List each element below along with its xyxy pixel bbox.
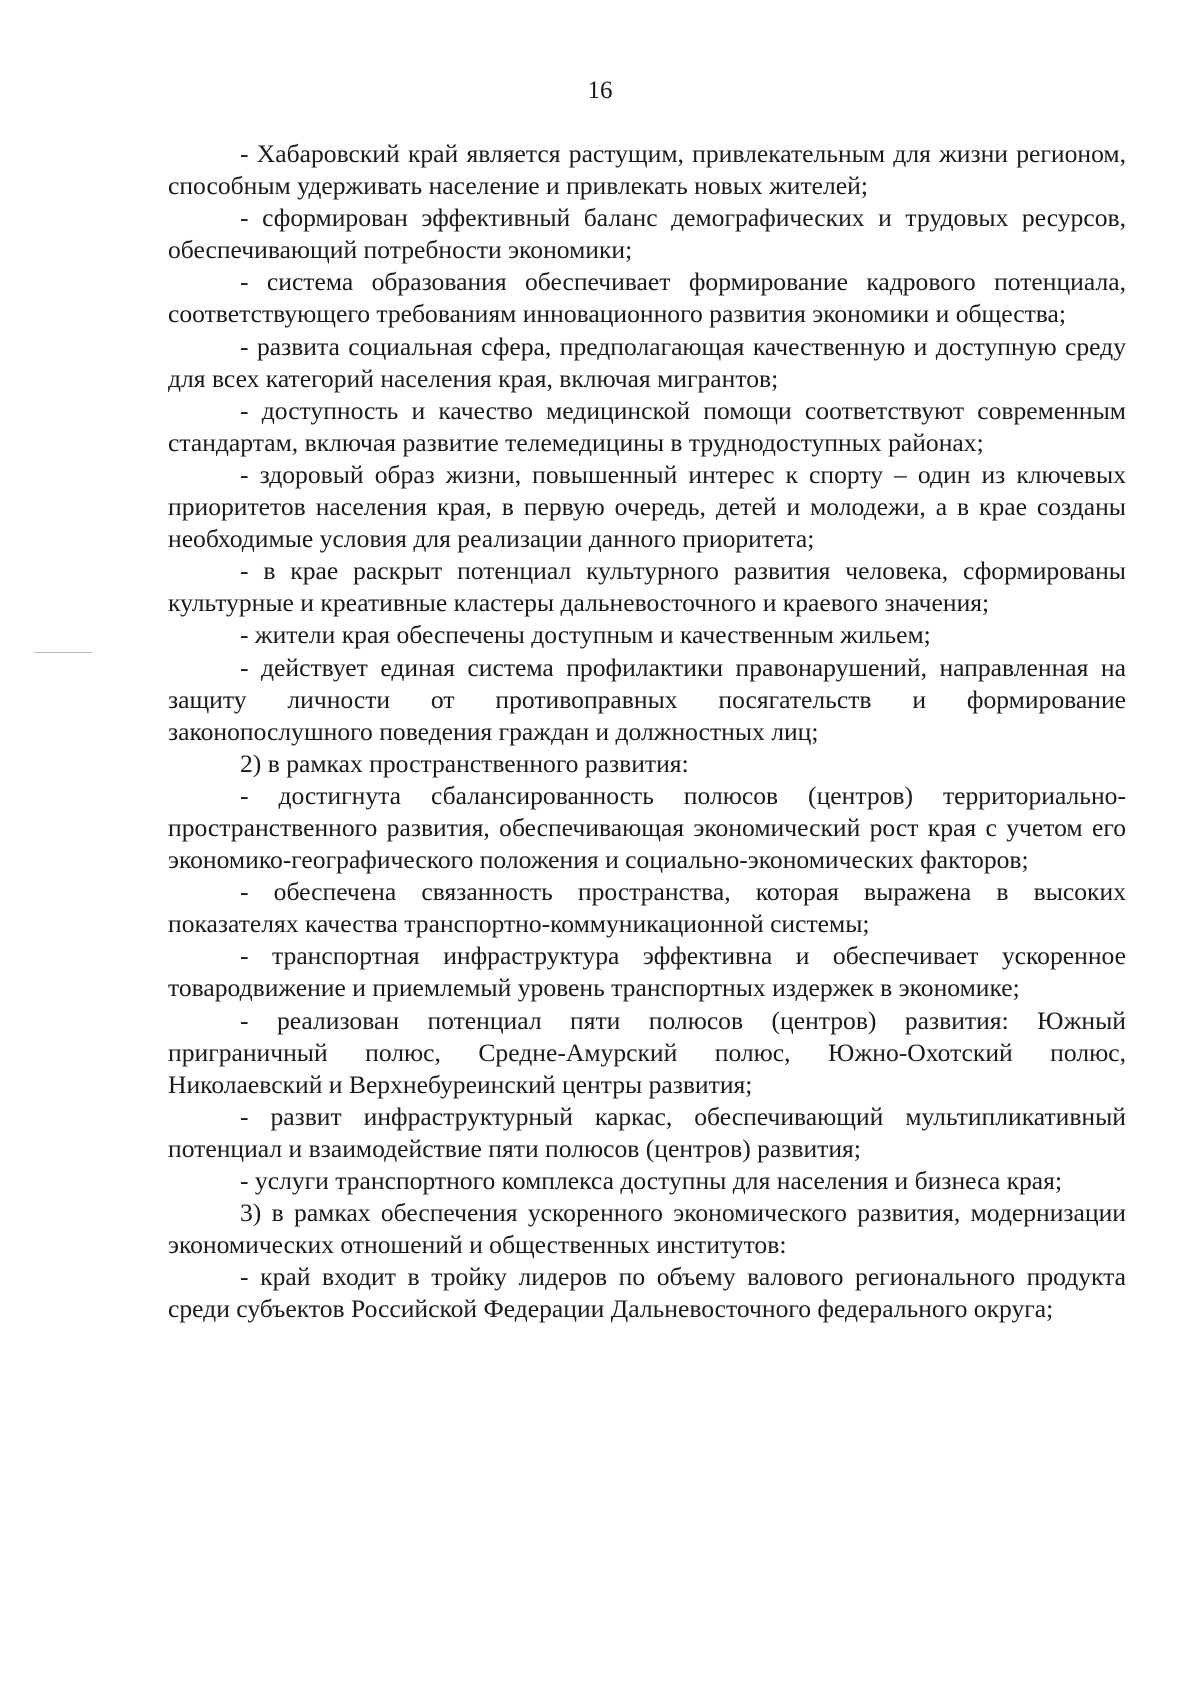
list-item: - развита социальная сфера, предполагающая качественную и доступную среду для всех категорий населения края, включая мигрантов;: [168, 331, 1126, 393]
list-item: - транспортная инфраструктура эффективна и обеспечивает ускоренное товародвижение и приемлемый уровень транспортных издержек в экономике;: [168, 941, 1126, 1003]
section-heading: 2) в рамках пространственного развития:: [240, 748, 689, 778]
list-item: - сформирован эффективный баланс демографических и трудовых ресурсов, обеспечивающий потребности экономики;: [168, 203, 1126, 265]
list-item: - развит инфраструктурный каркас, обеспечивающий мультипликативный потенциал и взаимодействие пяти полюсов (центров) развития;: [168, 1101, 1126, 1163]
list-item: - жители края обеспечены доступным и качественным жильем;: [240, 620, 931, 650]
page-number: 16: [587, 77, 613, 104]
list-item: - реализован потенциал пяти полюсов (центров) развития: Южный приграничный полюс, Средне-Амурский полюс, Южно-Охотский полюс, Николаевский и Верхнебуреинский центры развития;: [168, 1005, 1126, 1099]
list-item: - действует единая система профилактики правонарушений, направленная на защиту личности от противоправных посягательств и формирование законопослушного поведения граждан и должностных лиц;: [168, 652, 1126, 746]
section-heading: 3) в рамках обеспечения ускоренного экономического развития, модернизации экономических отношений и общественных институтов:: [168, 1198, 1126, 1260]
list-item: - в крае раскрыт потенциал культурного развития человека, сформированы культурные и креативные кластеры дальневосточного и краевого значения;: [168, 556, 1126, 618]
list-item: - край входит в тройку лидеров по объему валового регионального продукта среди субъектов Российской Федерации Дальневосточного федерального округа;: [168, 1262, 1126, 1324]
list-item: - здоровый образ жизни, повышенный интерес к спорту – один из ключевых приоритетов населения края, в первую очередь, детей и молодежи, а в крае созданы необходимые условия для реализации данного приоритета;: [168, 459, 1126, 554]
list-item: - достигнута сбалансированность полюсов (центров) территориально-пространственного развития, обеспечивающая экономический рост края с учетом его экономико-географического положения и социально-экономических факторов;: [168, 780, 1126, 875]
scan-artifact-line: [34, 652, 92, 653]
list-item: - Хабаровский край является растущим, привлекательным для жизни регионом, способным удерживать население и привлекать новых жителей;: [168, 139, 1126, 201]
list-item: - обеспечена связанность пространства, которая выражена в высоких показателях качества транспортно-коммуникационной системы;: [168, 877, 1126, 939]
list-item: - услуги транспортного комплекса доступны для населения и бизнеса края;: [240, 1166, 1063, 1195]
list-item: - доступность и качество медицинской помощи соответствуют современным стандартам, включая развитие телемедицины в труднодоступных районах;: [168, 395, 1126, 457]
body-text: [168, 138, 1126, 1325]
list-item: - система образования обеспечивает формирование кадрового потенциала, соответствующего требованиям инновационного развития экономики и общества;: [168, 267, 1126, 329]
